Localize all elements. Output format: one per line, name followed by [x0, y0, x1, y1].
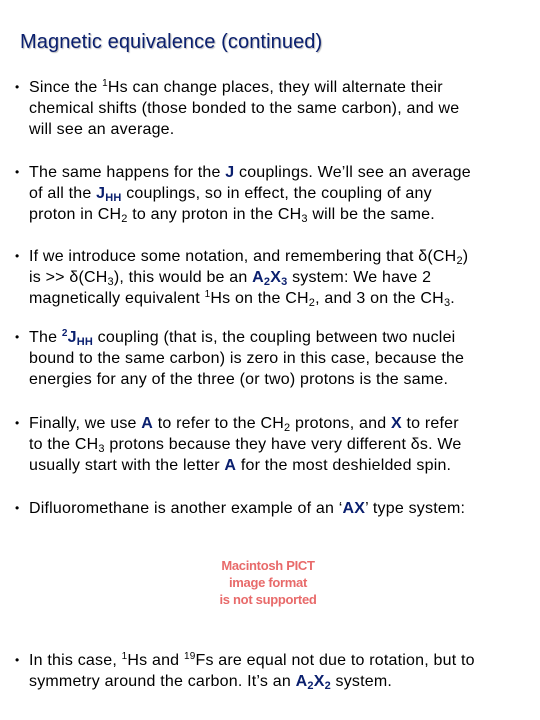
bullet-geminal-coupling: [15, 327, 530, 390]
bullet-marker: •: [15, 330, 20, 344]
bullet-marker: •: [15, 653, 20, 667]
bullet-line: is >> $\delta(CH_3)$, this would be an $A_2X_3$ system: We have 2: [29, 269, 432, 288]
bullet-marker: •: [15, 416, 20, 430]
bullet-j-couplings: [15, 162, 530, 225]
bullet-line: Difluoromethane is another example of an ‘AX’ type system:: [29, 500, 466, 517]
bullet-difluoromethane: [15, 498, 530, 519]
bullet-line: If we introduce some notation, and remembering that $\delta(CH_2)$: [29, 248, 469, 267]
bullet-line: chemical shifts (those bonded to the same carbon), and we: [29, 100, 460, 117]
bullet-line: proton in $CH_2$ to any proton in the $CH_3$ will be the same.: [29, 206, 435, 225]
placeholder-line: image format: [228, 575, 308, 590]
bullet-line: Finally, we use A to refer to the $CH_2$ protons, and X to refer: [29, 415, 459, 434]
bullet-line: will see an average.: [29, 121, 175, 138]
bullet-marker: •: [15, 501, 20, 515]
bullet-line: energies for any of the three (or two) protons is the same.: [29, 371, 449, 388]
slide-title: Magnetic equivalence (continued): [20, 31, 323, 53]
unsupported-image-placeholder: [218, 557, 318, 608]
placeholder-line: Macintosh PICT: [221, 558, 315, 573]
bullet-line: bound to the same carbon) is zero in this case, because the: [29, 350, 465, 367]
placeholder-line: is not supported: [219, 592, 317, 607]
bullet-marker: •: [15, 249, 20, 263]
bullet-line: Since the $^1$Hs can change places, they will alternate their: [29, 78, 443, 96]
bullet-line: The same happens for the J couplings. We’ll see an average: [29, 164, 471, 181]
bullet-a-x-labels: [15, 413, 530, 476]
bullet-marker: •: [15, 80, 20, 94]
bullet-a2x2-symmetry: [15, 650, 530, 692]
bullet-line: of all the $J_{HH}$ couplings, so in effect, the coupling of any: [29, 185, 432, 204]
bullet-rotation-averaging: [15, 77, 530, 140]
bullet-a2x3-notation: [15, 246, 530, 309]
bullet-line: to the $CH_3$ protons because they have very different δs. We: [29, 436, 462, 455]
bullet-line: In this case, $^1$Hs and $^{19}$Fs are equal not due to rotation, but to: [29, 651, 475, 669]
bullet-line: magnetically equivalent $^1$Hs on the $CH_2$, and 3 on the $CH_3$.: [29, 289, 455, 309]
bullet-line: The $^2J_{HH}$ coupling (that is, the coupling between two nuclei: [29, 328, 456, 348]
bullet-line: usually start with the letter A for the most deshielded spin.: [29, 457, 452, 474]
bullet-marker: •: [15, 165, 20, 179]
bullet-line: symmetry around the carbon. It’s an $A_2X_2$ system.: [29, 673, 393, 692]
